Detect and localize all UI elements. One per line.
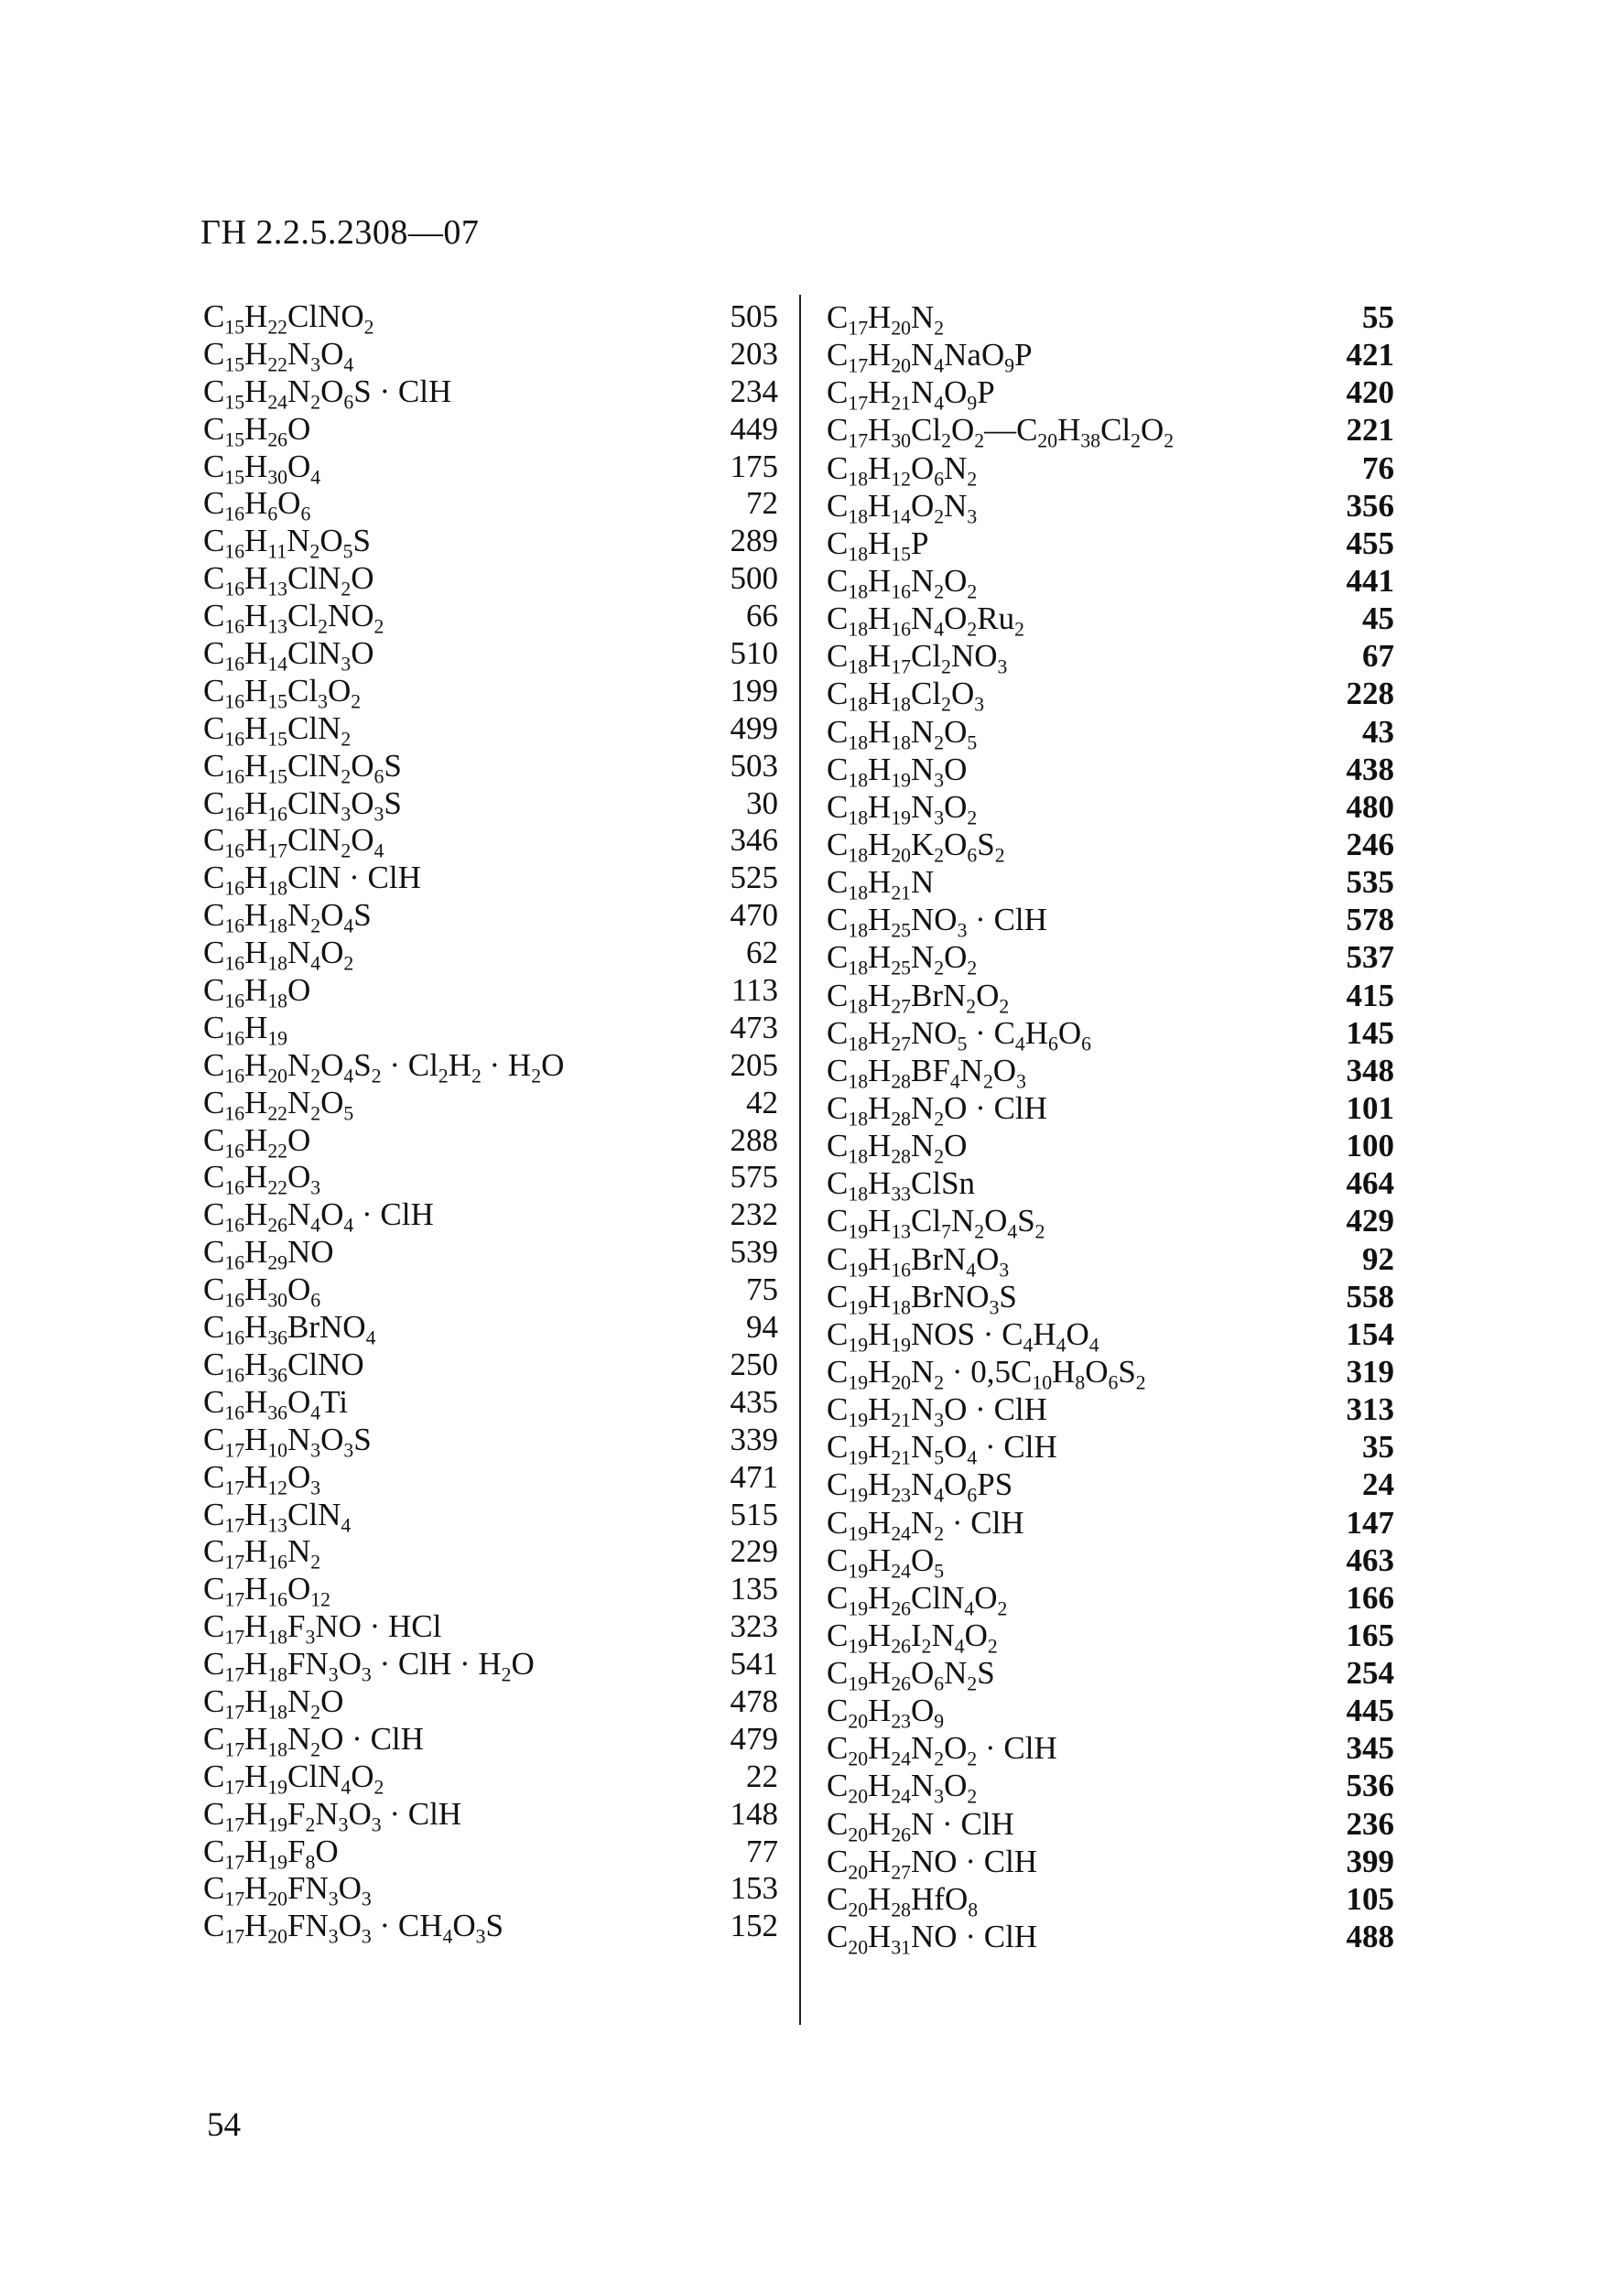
entry-number: 289 (730, 523, 778, 559)
index-entry (203, 1159, 778, 1200)
entry-number: 153 (730, 1870, 778, 1907)
chemical-formula: $C_{16}H_{20}N_2O_4S_2 \cdot Cl_2H_2 \cdot H_2O$ (203, 1046, 565, 1087)
index-entry (203, 897, 778, 935)
index-entry (203, 860, 778, 900)
chemical-formula: $C_{17}H_{18}FN_3O_3$ · ClH · $H_2O$ (203, 1646, 535, 1686)
index-entry (203, 1646, 778, 1686)
index-entry (827, 1127, 1394, 1168)
index-entry (827, 1729, 1394, 1770)
index-entry (827, 1052, 1394, 1093)
entry-number: 72 (746, 485, 778, 522)
chemical-formula: $C_{16}H_{18}O$ (203, 972, 311, 1012)
entry-number: 100 (1346, 1128, 1394, 1164)
entry-number: 537 (1346, 939, 1394, 976)
entry-number: 152 (730, 1908, 778, 1944)
chemical-formula: $C_{19}H_{20}N_2 \cdot 0,5C_{10}H_8O_6S_2$ (827, 1353, 1146, 1394)
chemical-formula: $C_{15}H_{26}O$ (203, 410, 311, 451)
chemical-formula: $C_{15}H_{24}N_2O_6S$ · ClH (203, 373, 452, 414)
index-entry (203, 485, 778, 526)
index-entry (203, 1384, 778, 1422)
chemical-formula: $C_{20}H_{24}N_3O_2$ (827, 1768, 978, 1809)
entry-number: 246 (1346, 826, 1394, 862)
index-entry (827, 298, 1394, 340)
entry-number: 43 (1362, 713, 1394, 750)
page-number: 54 (207, 2106, 241, 2144)
chemical-formula: $C_{16}H_{15}ClN_2O_6S$ (203, 747, 402, 788)
entry-number: 345 (1346, 1730, 1394, 1767)
chemical-formula: $C_{16}H_{18}N_4O_2$ (203, 935, 354, 975)
entry-number: 438 (1346, 751, 1394, 787)
chemical-formula: $C_{19}H_{13}Cl_7N_2O_4S_2$ (827, 1203, 1045, 1243)
index-entry (203, 598, 778, 638)
index-entry (827, 1767, 1394, 1809)
entry-number: 76 (1362, 449, 1394, 486)
entry-number: 503 (730, 747, 778, 784)
entry-number: 165 (1346, 1617, 1394, 1653)
index-entry (203, 335, 778, 376)
index-entry (827, 449, 1394, 491)
index-entry (203, 1309, 778, 1347)
index-entry (203, 1496, 778, 1537)
chemical-formula: $C_{19}H_{23}N_4O_6PS$ (827, 1466, 1013, 1507)
index-entry (203, 1870, 778, 1908)
chemical-formula: $C_{18}H_{20}K_2O_6S_2$ (827, 826, 1005, 867)
index-entry (203, 1009, 778, 1050)
index-entry (203, 822, 778, 863)
entry-number: 323 (730, 1608, 778, 1645)
chemical-formula: $C_{18}H_{28}N_2O$ · ClH (827, 1089, 1047, 1131)
entry-number: 66 (746, 598, 778, 634)
index-entry (203, 298, 778, 339)
chemical-formula: $C_{17}H_{18}N_2O$ · ClH (203, 1720, 424, 1761)
entry-number: 94 (746, 1309, 778, 1346)
index-entry (203, 1533, 778, 1574)
entry-number: 500 (730, 560, 778, 597)
entry-number: 480 (1346, 788, 1394, 825)
index-entry (827, 1617, 1394, 1658)
chemical-formula: $C_{17}H_{20}FN_3O_3 \cdot CH_4O_3S$ (203, 1908, 503, 1948)
chemical-formula: $C_{18}H_{25}NO_3$ · ClH (827, 902, 1047, 942)
index-entry (827, 675, 1394, 716)
entry-number: 578 (1346, 902, 1394, 938)
entry-number: 313 (1346, 1391, 1394, 1428)
entry-number: 558 (1346, 1278, 1394, 1315)
index-entry (203, 1758, 778, 1799)
chemical-formula: $C_{16}H_{15}ClN_2$ (203, 709, 352, 751)
index-entry (827, 336, 1394, 377)
index-entry (203, 747, 778, 788)
index-entry (203, 1084, 778, 1125)
chemical-formula: $C_{15}H_{22}N_3O_4$ (203, 335, 354, 376)
chemical-formula: $C_{18}H_{16}N_2O_2$ (827, 562, 978, 603)
index-entry (827, 1353, 1394, 1394)
index-entry (827, 751, 1394, 792)
chemical-formula: $C_{16}H_{13}ClN_2O$ (203, 560, 374, 601)
entry-number: 147 (1346, 1504, 1394, 1541)
chemical-formula: $C_{18}H_{17}Cl_2NO_3$ (827, 638, 1008, 678)
entry-number: 45 (1362, 601, 1394, 637)
chemical-formula: $C_{18}H_{21}N$ (827, 864, 935, 904)
formula-index-left-column (203, 298, 778, 1948)
index-entry (827, 1579, 1394, 1620)
chemical-formula: $C_{16}H_{14}ClN_3O$ (203, 635, 374, 676)
chemical-formula: $C_{20}H_{31}NO$ · ClH (827, 1919, 1038, 1959)
index-entry (827, 1428, 1394, 1469)
chemical-formula: $C_{17}H_{20}FN_3O_3$ (203, 1870, 372, 1910)
entry-number: 55 (1362, 299, 1394, 335)
entry-number: 464 (1346, 1165, 1394, 1202)
entry-number: 145 (1346, 1014, 1394, 1051)
index-entry (203, 635, 778, 676)
entry-number: 535 (1346, 864, 1394, 901)
index-entry (827, 487, 1394, 528)
index-entry (203, 1908, 778, 1948)
chemical-formula: $C_{19}H_{18}BrNO_3S$ (827, 1278, 1017, 1319)
index-entry (827, 977, 1394, 1018)
entry-number: 77 (746, 1833, 778, 1869)
index-entry (827, 938, 1394, 979)
entry-number: 499 (730, 709, 778, 746)
chemical-formula: $C_{15}H_{30}O_4$ (203, 448, 321, 489)
entry-number: 541 (730, 1646, 778, 1683)
chemical-formula: $C_{18}H_{18}N_2O_5$ (827, 713, 978, 754)
chemical-formula: $C_{18}H_{27}NO_5 \cdot C_4H_6O_6$ (827, 1014, 1092, 1055)
index-entry (203, 1608, 778, 1649)
chemical-formula: $C_{19}H_{24}N_2$ · ClH (827, 1504, 1024, 1545)
entry-number: 236 (1346, 1805, 1394, 1842)
chemical-formula: $C_{15}H_{22}ClNO_2$ (203, 298, 374, 339)
chemical-formula: $C_{17}H_{18}F_3NO$ · HCl (203, 1608, 442, 1649)
entry-number: 339 (730, 1421, 778, 1457)
chemical-formula: $C_{19}H_{26}ClN_4O_2$ (827, 1579, 1008, 1620)
index-entry (203, 560, 778, 601)
index-entry (203, 1459, 778, 1497)
index-entry (827, 1918, 1394, 1959)
index-entry (827, 1164, 1394, 1206)
entry-number: 478 (730, 1683, 778, 1719)
chemical-formula: $C_{16}H_{22}O$ (203, 1121, 311, 1163)
entry-number: 536 (1346, 1768, 1394, 1804)
entry-number: 75 (746, 1271, 778, 1308)
chemical-formula: $C_{19}H_{26}O_6N_2S$ (827, 1655, 995, 1695)
chemical-formula: $C_{16}H_{36}O_4Ti$ (203, 1383, 349, 1424)
chemical-formula: $C_{18}H_{18}Cl_2O_3$ (827, 676, 985, 716)
chemical-formula: $C_{20}H_{27}NO$ · ClH (827, 1843, 1038, 1884)
entry-number: 463 (1346, 1542, 1394, 1578)
entry-number: 234 (730, 373, 778, 409)
chemical-formula: $C_{18}H_{15}P$ (827, 525, 929, 566)
index-entry (203, 1833, 778, 1874)
entry-number: 421 (1346, 337, 1394, 373)
entry-number: 525 (730, 860, 778, 896)
index-entry (203, 1421, 778, 1462)
index-entry (203, 972, 778, 1010)
chemical-formula: $C_{16}H_{17}ClN_2O_4$ (203, 822, 384, 863)
entry-number: 228 (1346, 676, 1394, 712)
index-entry (203, 1796, 778, 1834)
entry-number: 24 (1362, 1466, 1394, 1503)
index-entry (827, 562, 1394, 603)
index-entry (203, 1047, 778, 1085)
index-entry (827, 1315, 1394, 1357)
entry-number: 415 (1346, 977, 1394, 1013)
chemical-formula: $C_{16}H_{16}ClN_3O_3S$ (203, 785, 402, 826)
chemical-formula: $C_{18}H_{28}N_2O$ (827, 1128, 968, 1168)
entry-number: 113 (731, 972, 778, 1009)
entry-number: 479 (730, 1720, 778, 1757)
chemical-formula: $C_{16}H_{36}ClNO$ (203, 1346, 364, 1387)
entry-number: 175 (730, 448, 778, 484)
chemical-formula: $C_{20}H_{28}HfO_8$ (827, 1880, 979, 1921)
chemical-formula: $C_{17}H_{19}F_2N_3O_3$ · ClH (203, 1795, 462, 1836)
entry-number: 455 (1346, 525, 1394, 561)
chemical-formula: $C_{18}H_{28}BF_4N_2O_3$ (827, 1052, 1026, 1093)
chemical-formula: $C_{19}H_{19}NOS \cdot C_4H_4O_4$ (827, 1315, 1099, 1357)
chemical-formula: $C_{16}H_{36}BrNO_4$ (203, 1309, 376, 1349)
index-entry (827, 901, 1394, 942)
chemical-formula: $C_{17}H_{20}N_2$ (827, 299, 945, 340)
index-entry (203, 523, 778, 563)
entry-number: 229 (730, 1533, 778, 1570)
chemical-formula: $C_{17}H_{18}N_2O$ (203, 1683, 344, 1724)
chemical-formula: $C_{17}H_{30}Cl_2O_2—C_{20}H_{38}Cl_2O_2$ (827, 412, 1175, 453)
index-entry (827, 1692, 1394, 1733)
chemical-formula: $C_{16}H_{11}N_2O_5S$ (203, 523, 371, 563)
chemical-formula: $C_{18}H_{19}N_3O_2$ (827, 788, 978, 829)
index-entry (203, 1271, 778, 1312)
entry-number: 435 (730, 1383, 778, 1420)
chemical-formula: $C_{16}H_{22}N_2O_5$ (203, 1084, 354, 1125)
entry-number: 575 (730, 1159, 778, 1196)
index-entry (203, 785, 778, 826)
entry-number: 92 (1362, 1240, 1394, 1277)
index-entry (827, 1805, 1394, 1846)
chemical-formula: $C_{16}H_{13}Cl_2NO_2$ (203, 598, 384, 638)
chemical-formula: $C_{18}H_{12}O_6N_2$ (827, 449, 978, 491)
entry-number: 254 (1346, 1655, 1394, 1692)
entry-number: 221 (1346, 412, 1394, 449)
index-entry (203, 1121, 778, 1163)
entry-number: 445 (1346, 1693, 1394, 1729)
chemical-formula: $C_{16}H_{26}N_4O_4$ · ClH (203, 1196, 434, 1237)
chemical-formula: $C_{20}H_{26}N$ · ClH (827, 1805, 1014, 1846)
entry-number: 356 (1346, 487, 1394, 524)
index-entry (203, 1683, 778, 1724)
formula-index-right-column (827, 298, 1394, 1959)
chemical-formula: $C_{18}H_{16}N_4O_2Ru_2$ (827, 601, 1024, 641)
column-divider (799, 295, 801, 2025)
chemical-formula: $C_{17}H_{19}F_8O$ (203, 1833, 339, 1874)
entry-number: 288 (730, 1121, 778, 1158)
index-entry (203, 672, 778, 713)
chemical-formula: $C_{17}H_{16}N_2$ (203, 1533, 321, 1574)
entry-number: 473 (730, 1009, 778, 1045)
entry-number: 203 (730, 335, 778, 372)
entry-number: 105 (1346, 1880, 1394, 1917)
chemical-formula: $C_{19}H_{26}I_2N_4O_2$ (827, 1617, 998, 1658)
index-entry (827, 1014, 1394, 1055)
entry-number: 346 (730, 822, 778, 859)
chemical-formula: $C_{20}H_{23}O_9$ (827, 1693, 945, 1733)
document-code-header: ГН 2.2.5.2308—07 (200, 213, 480, 252)
entry-number: 62 (746, 935, 778, 971)
entry-number: 250 (730, 1346, 778, 1382)
entry-number: 154 (1346, 1315, 1394, 1352)
index-entry (827, 600, 1394, 641)
index-entry (827, 411, 1394, 453)
index-entry (827, 1202, 1394, 1243)
index-entry (827, 1542, 1394, 1583)
entry-number: 510 (730, 635, 778, 672)
index-entry (203, 373, 778, 414)
entry-number: 135 (730, 1571, 778, 1607)
index-entry (827, 863, 1394, 904)
entry-number: 232 (730, 1196, 778, 1233)
entry-number: 505 (730, 298, 778, 334)
index-entry (203, 709, 778, 751)
entry-number: 449 (730, 410, 778, 447)
entry-number: 199 (730, 672, 778, 709)
index-entry (827, 373, 1394, 415)
entry-number: 420 (1346, 374, 1394, 411)
entry-number: 470 (730, 897, 778, 934)
entry-number: 539 (730, 1234, 778, 1271)
chemical-formula: $C_{17}H_{16}O_{12}$ (203, 1571, 330, 1611)
chemical-formula: $C_{17}H_{19}ClN_4O_2$ (203, 1758, 384, 1799)
index-entry (827, 1390, 1394, 1432)
chemical-formula: $C_{16}H_{18}N_2O_4S$ (203, 897, 372, 937)
entry-number: 399 (1346, 1843, 1394, 1879)
index-entry (827, 788, 1394, 829)
index-entry (203, 448, 778, 489)
entry-number: 348 (1346, 1052, 1394, 1088)
index-entry (827, 1089, 1394, 1131)
index-entry (827, 1843, 1394, 1884)
chemical-formula: $C_{17}H_{10}N_3O_3S$ (203, 1421, 372, 1462)
entry-number: 30 (746, 785, 778, 821)
index-entry (203, 935, 778, 975)
chemical-formula: $C_{16}H_{19}$ (203, 1009, 288, 1050)
chemical-formula: $C_{16}H_6O_6$ (203, 485, 311, 526)
entry-number: 42 (746, 1084, 778, 1120)
chemical-formula: $C_{18}H_{25}N_2O_2$ (827, 939, 978, 979)
index-entry (827, 1504, 1394, 1545)
index-entry (203, 1720, 778, 1761)
chemical-formula: $C_{19}H_{16}BrN_4O_3$ (827, 1240, 1010, 1282)
entry-number: 67 (1362, 638, 1394, 675)
chemical-formula: $C_{17}H_{20}N_4NaO_9P$ (827, 337, 1033, 377)
index-entry (827, 1240, 1394, 1282)
chemical-formula: $C_{18}H_{14}O_2N_3$ (827, 487, 978, 528)
index-entry (203, 1234, 778, 1274)
entry-number: 22 (746, 1758, 778, 1794)
chemical-formula: $C_{19}H_{21}N_5O_4$ · ClH (827, 1429, 1057, 1469)
chemical-formula: $C_{16}H_{30}O_6$ (203, 1271, 321, 1312)
chemical-formula: $C_{16}H_{15}Cl_3O_2$ (203, 672, 362, 713)
entry-number: 471 (730, 1458, 778, 1495)
index-entry (827, 1654, 1394, 1695)
index-entry (827, 826, 1394, 867)
index-entry (827, 1880, 1394, 1921)
chemical-formula: $C_{17}H_{13}ClN_4$ (203, 1496, 352, 1537)
chemical-formula: $C_{16}H_{18}ClN$ · ClH (203, 860, 421, 900)
entry-number: 319 (1346, 1353, 1394, 1390)
entry-number: 35 (1362, 1429, 1394, 1466)
chemical-formula: $C_{19}H_{21}N_3O$ · ClH (827, 1391, 1047, 1432)
chemical-formula: $C_{16}H_{22}O_3$ (203, 1159, 321, 1200)
entry-number: 101 (1346, 1089, 1394, 1126)
chemical-formula: $C_{16}H_{29}NO$ (203, 1234, 334, 1274)
index-entry (827, 637, 1394, 678)
index-entry (203, 1571, 778, 1611)
entry-number: 148 (730, 1795, 778, 1832)
chemical-formula: $C_{18}H_{19}N_3O$ (827, 751, 968, 792)
entry-number: 441 (1346, 562, 1394, 599)
index-entry (827, 1466, 1394, 1507)
chemical-formula: $C_{19}H_{24}O_5$ (827, 1542, 945, 1583)
index-entry (827, 525, 1394, 566)
index-entry (827, 713, 1394, 754)
entry-number: 205 (730, 1046, 778, 1083)
chemical-formula: $C_{17}H_{21}N_4O_9P$ (827, 374, 995, 415)
index-entry (203, 411, 778, 449)
chemical-formula: $C_{18}H_{27}BrN_2O_2$ (827, 977, 1010, 1018)
chemical-formula: $C_{20}H_{24}N_2O_2$ · ClH (827, 1730, 1057, 1770)
entry-number: 488 (1346, 1919, 1394, 1955)
chemical-formula: $C_{18}H_{33}ClSn$ (827, 1165, 976, 1206)
entry-number: 515 (730, 1496, 778, 1532)
chemical-formula: $C_{17}H_{12}O_3$ (203, 1458, 321, 1499)
index-entry (203, 1196, 778, 1237)
entry-number: 166 (1346, 1579, 1394, 1616)
index-entry (827, 1278, 1394, 1319)
index-entry (203, 1346, 778, 1387)
entry-number: 429 (1346, 1203, 1394, 1239)
